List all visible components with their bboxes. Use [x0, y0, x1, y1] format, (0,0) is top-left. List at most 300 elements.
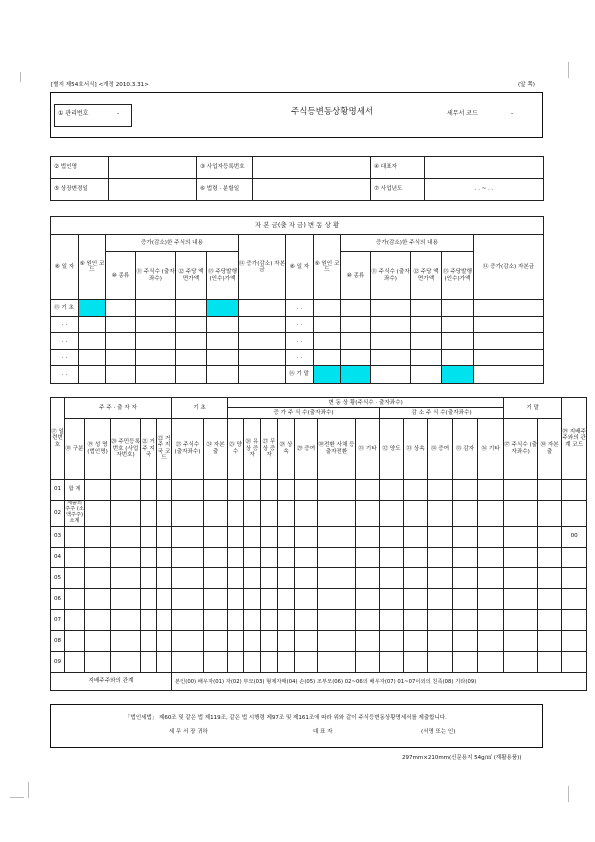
- table-cell[interactable]: [318, 500, 356, 526]
- table-cell[interactable]: [111, 631, 141, 652]
- table-cell[interactable]: [278, 652, 295, 673]
- table-cell[interactable]: [244, 568, 261, 589]
- date-dots[interactable]: . .: [51, 316, 79, 332]
- table-cell[interactable]: [228, 652, 244, 673]
- table-cell[interactable]: [172, 547, 204, 568]
- table-cell[interactable]: [356, 526, 380, 547]
- row-type[interactable]: [65, 589, 85, 610]
- cell[interactable]: [136, 366, 176, 384]
- cell[interactable]: [239, 333, 286, 349]
- table-cell[interactable]: [504, 652, 538, 673]
- table-cell[interactable]: [261, 547, 278, 568]
- table-cell[interactable]: [204, 652, 228, 673]
- table-cell[interactable]: [244, 610, 261, 631]
- rep-field[interactable]: [425, 157, 544, 179]
- date-dots[interactable]: . .: [51, 333, 79, 349]
- row-number: 03: [51, 526, 65, 547]
- date-dots[interactable]: . .: [286, 349, 314, 365]
- table-cell[interactable]: [380, 500, 404, 526]
- table-cell[interactable]: [295, 589, 318, 610]
- table-cell[interactable]: [172, 568, 204, 589]
- table-cell[interactable]: [204, 500, 228, 526]
- signature-label[interactable]: (서명 또는 인): [421, 729, 456, 735]
- table-cell[interactable]: [111, 500, 141, 526]
- table-cell[interactable]: [278, 479, 295, 500]
- table-cell[interactable]: [261, 652, 278, 673]
- table-cell[interactable]: [404, 631, 428, 652]
- cell[interactable]: [136, 349, 176, 365]
- cell[interactable]: [207, 333, 239, 349]
- cell[interactable]: [474, 349, 544, 365]
- cell[interactable]: [474, 316, 544, 332]
- col-relation: ㊴ 지배주주와의 관계 코드: [562, 398, 587, 480]
- table-cell[interactable]: [453, 568, 478, 589]
- table-cell[interactable]: [244, 479, 261, 500]
- corp-type-label: ⑥ 법령 · 분할일: [197, 179, 253, 201]
- cell[interactable]: [314, 316, 341, 332]
- table-cell[interactable]: [453, 479, 478, 500]
- table-cell[interactable]: [356, 589, 380, 610]
- table-cell[interactable]: [85, 526, 111, 547]
- cell[interactable]: [314, 300, 341, 316]
- table-cell[interactable]: [295, 547, 318, 568]
- table-cell[interactable]: [111, 547, 141, 568]
- cell[interactable]: [176, 316, 207, 332]
- table-cell[interactable]: [404, 526, 428, 547]
- paper-spec: 297mm×210mm(신문용지 54g/㎡ (재활용품)): [402, 755, 522, 761]
- table-cell[interactable]: [204, 526, 228, 547]
- cell[interactable]: [207, 316, 239, 332]
- table-cell[interactable]: [172, 652, 204, 673]
- cell[interactable]: [176, 349, 207, 365]
- table-cell[interactable]: [141, 568, 157, 589]
- table-cell[interactable]: [157, 479, 172, 500]
- table-cell[interactable]: [356, 500, 380, 526]
- cell[interactable]: [106, 316, 136, 332]
- table-cell[interactable]: [380, 547, 404, 568]
- row-relation-code[interactable]: [562, 589, 587, 610]
- date-dots[interactable]: . .: [51, 349, 79, 365]
- corp-type-field[interactable]: [253, 179, 371, 201]
- end-cause-shaded: [314, 366, 341, 384]
- relation-codes: 본인(00) 배우자(01) 자(02) 부모(03) 형제자매(04) 손(05) 조부모(06) 02~06의 배우자(07) 01~07이외의 친족(08) 기타(09): [172, 673, 587, 691]
- table-cell[interactable]: [478, 568, 504, 589]
- date-dots[interactable]: . .: [51, 366, 79, 384]
- table-cell[interactable]: [318, 479, 356, 500]
- table-cell[interactable]: [204, 631, 228, 652]
- table-cell[interactable]: [261, 479, 278, 500]
- table-cell[interactable]: [428, 547, 453, 568]
- table-cell[interactable]: [204, 547, 228, 568]
- table-cell[interactable]: [85, 589, 111, 610]
- table-cell[interactable]: [244, 526, 261, 547]
- table-cell[interactable]: [157, 526, 172, 547]
- table-cell[interactable]: [244, 652, 261, 673]
- table-cell[interactable]: [478, 479, 504, 500]
- listing-status-field[interactable]: [109, 179, 197, 201]
- table-cell[interactable]: [318, 610, 356, 631]
- table-cell[interactable]: [85, 500, 111, 526]
- table-cell[interactable]: [538, 631, 562, 652]
- col-inc-other: ㉛ 기타: [356, 418, 380, 479]
- table-cell[interactable]: [478, 652, 504, 673]
- table-cell[interactable]: [228, 610, 244, 631]
- table-cell[interactable]: [204, 479, 228, 500]
- table-cell[interactable]: [111, 589, 141, 610]
- row-type[interactable]: [65, 652, 85, 673]
- cell[interactable]: [106, 366, 136, 384]
- table-cell[interactable]: [318, 547, 356, 568]
- row-relation-code[interactable]: [562, 547, 587, 568]
- table-cell[interactable]: [85, 547, 111, 568]
- table-cell[interactable]: [504, 631, 538, 652]
- fiscal-year-label: ⑦ 사업년도: [371, 179, 425, 201]
- cell[interactable]: [314, 333, 341, 349]
- cell[interactable]: [207, 366, 239, 384]
- table-cell[interactable]: [538, 500, 562, 526]
- table-cell[interactable]: [141, 652, 157, 673]
- table-cell[interactable]: [380, 652, 404, 673]
- cell[interactable]: [341, 316, 371, 332]
- table-cell[interactable]: [538, 547, 562, 568]
- table-cell[interactable]: [244, 631, 261, 652]
- table-cell[interactable]: [261, 568, 278, 589]
- cell[interactable]: [79, 333, 106, 349]
- table-cell[interactable]: [453, 589, 478, 610]
- table-cell[interactable]: [261, 500, 278, 526]
- table-cell[interactable]: [380, 589, 404, 610]
- cell[interactable]: [442, 349, 474, 365]
- cell[interactable]: [106, 300, 136, 316]
- table-cell[interactable]: [295, 526, 318, 547]
- cell[interactable]: [136, 316, 176, 332]
- cell[interactable]: [442, 333, 474, 349]
- table-cell[interactable]: [356, 568, 380, 589]
- table-cell[interactable]: [228, 631, 244, 652]
- company-info-table: [50, 156, 544, 201]
- row-relation-code[interactable]: [562, 652, 587, 673]
- table-cell[interactable]: [157, 652, 172, 673]
- table-cell[interactable]: [478, 631, 504, 652]
- biz-reg-field[interactable]: [253, 157, 371, 179]
- table-cell[interactable]: [295, 610, 318, 631]
- cell[interactable]: [239, 366, 286, 384]
- table-cell[interactable]: [380, 479, 404, 500]
- grp-change: 변 동 상 황(주식수 · 출자좌수): [228, 398, 504, 408]
- row-number: 06: [51, 589, 65, 610]
- cell[interactable]: [341, 333, 371, 349]
- table-cell[interactable]: [278, 589, 295, 610]
- table-cell[interactable]: [85, 610, 111, 631]
- table-cell[interactable]: [318, 631, 356, 652]
- table-cell[interactable]: [318, 568, 356, 589]
- table-cell[interactable]: [504, 500, 538, 526]
- corp-name-label: ② 법인명: [51, 157, 109, 179]
- table-cell[interactable]: [478, 547, 504, 568]
- table-cell[interactable]: [538, 652, 562, 673]
- row-relation-code[interactable]: [562, 610, 587, 631]
- table-cell[interactable]: [538, 526, 562, 547]
- table-cell[interactable]: [157, 589, 172, 610]
- table-cell[interactable]: [404, 568, 428, 589]
- table-cell[interactable]: [172, 500, 204, 526]
- table-cell[interactable]: [356, 479, 380, 500]
- row-relation-code[interactable]: [562, 500, 587, 526]
- table-cell[interactable]: [85, 652, 111, 673]
- cell[interactable]: [176, 333, 207, 349]
- table-cell[interactable]: [172, 610, 204, 631]
- table-cell[interactable]: [356, 652, 380, 673]
- table-cell[interactable]: [504, 547, 538, 568]
- cell[interactable]: [79, 316, 106, 332]
- table-cell[interactable]: [504, 610, 538, 631]
- table-cell[interactable]: [85, 631, 111, 652]
- table-cell[interactable]: [157, 610, 172, 631]
- cell[interactable]: [136, 333, 176, 349]
- table-cell[interactable]: [172, 526, 204, 547]
- row-type[interactable]: [65, 547, 85, 568]
- table-cell[interactable]: [228, 568, 244, 589]
- table-cell[interactable]: [428, 589, 453, 610]
- cell[interactable]: [176, 366, 207, 384]
- table-cell[interactable]: [295, 631, 318, 652]
- table-cell[interactable]: [295, 500, 318, 526]
- table-cell[interactable]: [404, 652, 428, 673]
- holder-rows: [51, 479, 587, 673]
- table-cell[interactable]: [404, 547, 428, 568]
- rep-label: ④ 대표자: [371, 157, 425, 179]
- table-cell[interactable]: [278, 631, 295, 652]
- table-cell[interactable]: [141, 479, 157, 500]
- table-cell[interactable]: [428, 526, 453, 547]
- table-cell[interactable]: [404, 479, 428, 500]
- cell[interactable]: [371, 333, 411, 349]
- cell[interactable]: [106, 333, 136, 349]
- row-type[interactable]: [65, 568, 85, 589]
- table-cell[interactable]: [261, 631, 278, 652]
- table-cell[interactable]: [261, 610, 278, 631]
- col-change: ⑭ 증가(감소) 자본금: [239, 234, 286, 300]
- table-cell[interactable]: [157, 631, 172, 652]
- table-cell[interactable]: [453, 500, 478, 526]
- row-relation-code[interactable]: [562, 568, 587, 589]
- cell[interactable]: [239, 349, 286, 365]
- cell[interactable]: [176, 300, 207, 316]
- declaration-box: [50, 704, 543, 748]
- row-type[interactable]: [65, 610, 85, 631]
- col-start-cap: ㉔ 자본출: [204, 418, 228, 479]
- table-cell[interactable]: [453, 526, 478, 547]
- col-inc-paid: ㉖ 유상 증자: [244, 418, 261, 479]
- cell[interactable]: [371, 300, 411, 316]
- table-cell[interactable]: [380, 568, 404, 589]
- date-dots[interactable]: . .: [286, 333, 314, 349]
- cell[interactable]: [79, 366, 106, 384]
- table-cell[interactable]: [172, 479, 204, 500]
- start-label: ⑮ 기 초: [51, 300, 79, 316]
- table-cell[interactable]: [228, 479, 244, 500]
- table-cell[interactable]: [478, 500, 504, 526]
- row-type[interactable]: 합 계: [65, 479, 85, 500]
- table-cell[interactable]: [141, 500, 157, 526]
- table-cell[interactable]: [278, 526, 295, 547]
- cell[interactable]: [411, 366, 442, 384]
- table-cell[interactable]: [404, 610, 428, 631]
- cell[interactable]: [341, 300, 371, 316]
- col-shares-2: ⑪ 주식수 (출자좌수): [371, 252, 411, 300]
- table-cell[interactable]: [318, 589, 356, 610]
- table-cell[interactable]: [111, 479, 141, 500]
- table-cell[interactable]: [453, 547, 478, 568]
- table-cell[interactable]: [228, 526, 244, 547]
- table-cell[interactable]: [428, 652, 453, 673]
- cell[interactable]: [474, 333, 544, 349]
- table-cell[interactable]: [478, 526, 504, 547]
- table-cell[interactable]: [141, 610, 157, 631]
- table-cell[interactable]: [228, 589, 244, 610]
- table-cell[interactable]: [453, 631, 478, 652]
- date-dots[interactable]: . .: [286, 300, 314, 316]
- cell[interactable]: [314, 349, 341, 365]
- cell[interactable]: [411, 300, 442, 316]
- grp-start: 기 초: [172, 398, 228, 419]
- row-type[interactable]: 제출외주주 (소액주주) 소계: [65, 500, 85, 526]
- table-cell[interactable]: [318, 526, 356, 547]
- start-cause-shaded: [79, 300, 106, 316]
- end-kind-shaded: [341, 366, 371, 384]
- row-number: 07: [51, 610, 65, 631]
- table-cell[interactable]: [478, 610, 504, 631]
- table-cell[interactable]: [261, 589, 278, 610]
- table-cell[interactable]: [204, 589, 228, 610]
- cell[interactable]: [411, 333, 442, 349]
- table-cell[interactable]: [141, 631, 157, 652]
- cell[interactable]: [474, 366, 544, 384]
- table-cell[interactable]: [295, 568, 318, 589]
- table-cell[interactable]: [380, 526, 404, 547]
- table-cell[interactable]: [278, 610, 295, 631]
- cell[interactable]: [474, 300, 544, 316]
- table-cell[interactable]: [111, 526, 141, 547]
- cell[interactable]: [371, 349, 411, 365]
- table-cell[interactable]: [278, 568, 295, 589]
- corp-name-field[interactable]: [109, 157, 197, 179]
- table-cell[interactable]: [356, 631, 380, 652]
- table-cell[interactable]: [504, 479, 538, 500]
- table-cell[interactable]: [85, 479, 111, 500]
- fiscal-year-field[interactable]: . . ~ . .: [425, 179, 544, 201]
- table-cell[interactable]: [172, 589, 204, 610]
- table-cell[interactable]: [244, 547, 261, 568]
- table-cell[interactable]: [172, 631, 204, 652]
- table-cell[interactable]: [356, 547, 380, 568]
- table-cell[interactable]: [428, 500, 453, 526]
- table-row: [51, 500, 587, 526]
- cell[interactable]: [239, 300, 286, 316]
- table-cell[interactable]: [157, 500, 172, 526]
- col-group-2: 증가(감소)한 주식의 내용: [341, 234, 474, 252]
- cell[interactable]: [442, 316, 474, 332]
- table-cell[interactable]: [278, 547, 295, 568]
- table-cell[interactable]: [157, 547, 172, 568]
- table-cell[interactable]: [157, 568, 172, 589]
- table-cell[interactable]: [85, 568, 111, 589]
- table-cell[interactable]: [318, 652, 356, 673]
- table-cell[interactable]: [538, 479, 562, 500]
- row-type[interactable]: [65, 526, 85, 547]
- table-cell[interactable]: [295, 652, 318, 673]
- cell[interactable]: [207, 349, 239, 365]
- table-cell[interactable]: [228, 500, 244, 526]
- cell[interactable]: [106, 349, 136, 365]
- table-cell[interactable]: [404, 589, 428, 610]
- table-cell[interactable]: [141, 547, 157, 568]
- date-dots[interactable]: . .: [286, 316, 314, 332]
- tax-office-value[interactable]: -: [511, 110, 514, 117]
- table-cell[interactable]: [228, 547, 244, 568]
- table-cell[interactable]: [538, 610, 562, 631]
- row-relation-code[interactable]: 00: [562, 526, 587, 547]
- table-cell[interactable]: [538, 568, 562, 589]
- table-cell[interactable]: [278, 500, 295, 526]
- table-cell[interactable]: [380, 631, 404, 652]
- cell[interactable]: [371, 366, 411, 384]
- table-cell[interactable]: [538, 589, 562, 610]
- table-cell[interactable]: [428, 479, 453, 500]
- cell[interactable]: [136, 300, 176, 316]
- mgmt-no-value[interactable]: -: [117, 110, 120, 117]
- table-cell[interactable]: [404, 500, 428, 526]
- table-cell[interactable]: [453, 610, 478, 631]
- table-cell[interactable]: [428, 610, 453, 631]
- table-cell[interactable]: [453, 652, 478, 673]
- table-cell[interactable]: [111, 652, 141, 673]
- cell[interactable]: [239, 316, 286, 332]
- col-kind-2: ⑩ 종류: [341, 252, 371, 300]
- table-cell[interactable]: [504, 589, 538, 610]
- row-relation-code[interactable]: [562, 479, 587, 500]
- table-row: [51, 547, 587, 568]
- col-date: ⑧ 일 자: [51, 234, 79, 300]
- table-cell[interactable]: [111, 610, 141, 631]
- table-cell[interactable]: [356, 610, 380, 631]
- table-cell[interactable]: [428, 631, 453, 652]
- table-cell[interactable]: [295, 479, 318, 500]
- table-cell[interactable]: [244, 500, 261, 526]
- table-cell[interactable]: [204, 568, 228, 589]
- cell[interactable]: [341, 349, 371, 365]
- table-cell[interactable]: [141, 589, 157, 610]
- cell[interactable]: [371, 316, 411, 332]
- cell[interactable]: [411, 349, 442, 365]
- table-cell[interactable]: [478, 589, 504, 610]
- row-type[interactable]: [65, 631, 85, 652]
- table-cell[interactable]: [504, 526, 538, 547]
- table-cell[interactable]: [141, 526, 157, 547]
- cell[interactable]: [442, 300, 474, 316]
- cell[interactable]: [411, 316, 442, 332]
- table-cell[interactable]: [428, 568, 453, 589]
- table-cell[interactable]: [204, 610, 228, 631]
- table-cell[interactable]: [111, 568, 141, 589]
- cell[interactable]: [79, 349, 106, 365]
- table-cell[interactable]: [504, 568, 538, 589]
- row-relation-code[interactable]: [562, 631, 587, 652]
- table-cell[interactable]: [261, 526, 278, 547]
- table-row: [51, 568, 587, 589]
- table-cell[interactable]: [244, 589, 261, 610]
- table-cell[interactable]: [380, 610, 404, 631]
